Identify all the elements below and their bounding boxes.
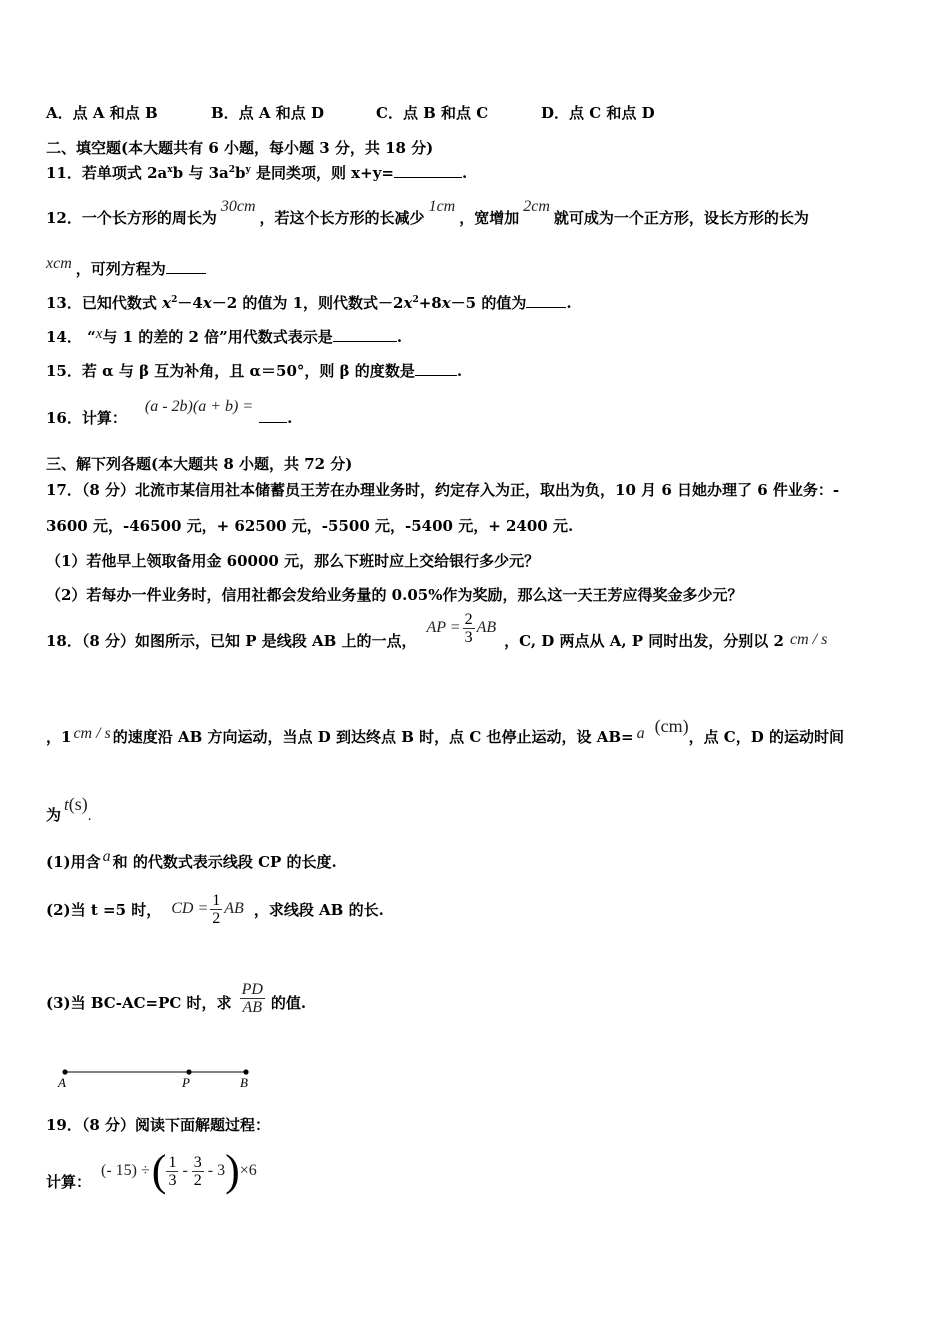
question-18-line1 (46, 610, 828, 662)
q18-var-t: t (64, 795, 69, 814)
q19-fraction-1 (166, 1154, 178, 1189)
q14-text: 14． “ (46, 328, 96, 346)
q16-expression: (a - 2b)(a + b) = (144, 398, 254, 415)
q19-f1-num: 1 (168, 1153, 177, 1171)
q19-f2-den: 2 (193, 1171, 202, 1189)
q13-var: x (403, 294, 413, 312)
q18-text: (1)用含 (46, 853, 101, 871)
question-19-expression (46, 1146, 257, 1196)
q18-var-a: a (636, 725, 645, 742)
q12-text: 12．一个长方形的周长为 (46, 209, 217, 227)
q19-fraction-2 (192, 1154, 204, 1189)
q14-text: 与 1 的差的 2 倍”用代数式表示是 (102, 328, 333, 346)
point-b (243, 1069, 248, 1074)
question-16 (46, 398, 293, 428)
q13-text: +8 (418, 294, 442, 312)
answer-blank[interactable] (394, 163, 462, 178)
q19-label: 计算： (46, 1172, 92, 1191)
q12-text: 就可成为一个正方形，设长方形的长为 (553, 209, 809, 227)
q15-end: . (456, 362, 463, 380)
answer-blank[interactable] (166, 259, 206, 274)
question-14 (46, 326, 402, 347)
q15-text: 15．若 α 与 β 互为补角，且 α＝50°，则 β 的度数是 (46, 362, 415, 380)
q19-f2-num: 3 (193, 1153, 202, 1171)
q18-text: ，1 (46, 728, 72, 746)
question-17-line1: 17．（8 分）北流市某信用社本储蓄员王芳在办理业务时，约定存入为正，取出为负，10 月 6 日她办理了 6 件业务：- (46, 481, 840, 499)
question-15 (46, 360, 462, 381)
question-12-cont (46, 255, 206, 279)
q12-length: 30cm (220, 198, 256, 215)
q11-text: b 与 3a (172, 164, 229, 182)
q18-pd-num: PD (241, 981, 263, 998)
q18-unit: cm / s (789, 631, 828, 648)
q13-var: x (162, 294, 172, 312)
q18-ap-num: 2 (464, 610, 473, 628)
q14-end: . (396, 328, 403, 346)
point-p (186, 1069, 191, 1074)
q18-pd-fraction (240, 981, 265, 1016)
q18-unit-s: (s) (68, 794, 88, 814)
q13-var: x (202, 294, 212, 312)
line-segment-figure (55, 1064, 265, 1092)
question-18-line3 (46, 794, 92, 825)
q18-cd-num: 1 (212, 891, 221, 909)
q12-increase: 2cm (523, 198, 550, 215)
q16-text: 16．计算： (46, 409, 127, 427)
q18-ap-rhs: AB (476, 619, 497, 636)
q11-sup: 2 (228, 165, 235, 175)
answer-blank[interactable] (259, 408, 287, 423)
q13-text: 13．已知代数式 (46, 294, 163, 312)
option-a: A．点 A 和点 B (46, 104, 158, 122)
q18-text: 的速度沿 AB 方向运动，当点 D 到达终点 B 时，点 C 也停止运动，设 AB= (112, 728, 634, 746)
label-a: A (58, 1075, 66, 1090)
q13-text: －4 (177, 294, 203, 312)
q18-text: 和 的代数式表示线段 CP 的长度. (112, 853, 337, 871)
q12-variable: xcm (46, 255, 72, 272)
q18-pd-den: AB (242, 999, 262, 1016)
q18-cd-den: 2 (212, 909, 221, 927)
q10-options (46, 102, 655, 123)
q16-end: . (287, 409, 293, 427)
q11-sup: y (245, 165, 251, 175)
q18-text: (3)当 BC-AC=PC 时，求 (46, 994, 232, 1012)
answer-blank[interactable] (415, 361, 457, 376)
point-a (62, 1069, 67, 1074)
q18-cd-fraction (210, 892, 222, 927)
q18-var-a: a (102, 848, 111, 865)
q12-text: ，若这个长方形的长减少 (259, 209, 425, 227)
q18-text: ，求线段 AB 的长. (253, 900, 384, 919)
q11-end: . (461, 164, 468, 182)
q18-ap-fraction (463, 611, 475, 646)
q18-text: ，C, D 两点从 A, P 同时出发，分别以 2 (504, 631, 784, 650)
answer-blank[interactable] (333, 327, 397, 342)
label-p: P (182, 1075, 190, 1090)
q18-cd-rhs: AB (224, 900, 244, 917)
q18-text: 为 (46, 806, 62, 824)
q11-text: 是同类项，则 x+y= (250, 164, 394, 182)
q19-f1-den: 3 (168, 1171, 177, 1189)
q18-cd-formula (171, 892, 244, 927)
q18-text: 的值. (270, 994, 307, 1012)
question-17-line2: 3600 元，-46500 元，+ 62500 元，-5500 元，-5400 元，+ 2400 元. (46, 517, 574, 535)
q19-minus: - (182, 1162, 188, 1179)
question-18-part2 (46, 886, 384, 932)
section3-title: 三、解下列各题(本大题共 8 小题，共 72 分) (46, 455, 353, 473)
q13-sup: 2 (412, 295, 419, 305)
q18-text: (2)当 t =5 时， (46, 900, 162, 919)
q18-text: ，点 C，D 的运动时间 (688, 728, 844, 746)
question-17-sub1: （1）若他早上领取备用金 60000 元，那么下班时应上交给银行多少元？ (46, 552, 540, 570)
q11-sup: x (167, 165, 173, 175)
question-12 (46, 198, 809, 228)
q13-var: x (441, 294, 451, 312)
question-17-sub2: （2）若每办一件业务时，信用社都会发给业务量的 0.05%作为奖励，那么这一天王芳应得奖金多少元？ (46, 586, 743, 604)
q13-text: －2 的值为 1，则代数式－2 (211, 294, 404, 312)
label-b: B (240, 1075, 248, 1090)
q19-times: ×6 (239, 1162, 257, 1179)
question-18-line2 (46, 716, 844, 747)
q18-ap-den: 3 (464, 628, 473, 646)
q14-var: x (95, 326, 103, 342)
question-18-part1 (46, 848, 337, 872)
q18-text: . (87, 808, 92, 824)
right-paren: ) (225, 1146, 240, 1195)
question-13 (46, 292, 572, 313)
option-d: D．点 C 和点 D (541, 104, 655, 122)
q13-text: －5 的值为 (450, 294, 527, 312)
q18-ap-lhs: AP = (426, 619, 461, 636)
q12-decrease: 1cm (428, 198, 456, 215)
q18-text: 18．（8 分）如图所示，已知 P 是线段 AB 上的一点， (46, 631, 417, 650)
question-11 (46, 162, 467, 183)
q19-lead: (- 15) ÷ (101, 1162, 150, 1179)
q11-text: b (235, 164, 246, 182)
option-c: C．点 B 和点 C (376, 104, 489, 122)
q12-text: ，可列方程为 (75, 260, 166, 278)
q13-end: . (566, 294, 572, 312)
q11-text: 11．若单项式 2a (46, 164, 168, 182)
q19-tail: - 3 (207, 1162, 226, 1179)
q18-unit: cm / s (73, 725, 111, 742)
left-paren: ( (151, 1146, 167, 1195)
q18-ap-formula (427, 611, 497, 646)
q12-text: ，宽增加 (459, 209, 520, 227)
section2-title: 二、填空题(本大题共有 6 小题，每小题 3 分，共 18 分) (46, 139, 434, 157)
option-b: B．点 A 和点 D (211, 104, 324, 122)
question-19-title: 19．（8 分）阅读下面解题过程： (46, 1116, 271, 1134)
question-18-part3 (46, 966, 306, 1016)
answer-blank[interactable] (526, 293, 566, 308)
q18-unit-cm: (cm) (654, 716, 689, 736)
q18-cd-lhs: CD = (171, 900, 209, 917)
q13-sup: 2 (171, 295, 178, 305)
